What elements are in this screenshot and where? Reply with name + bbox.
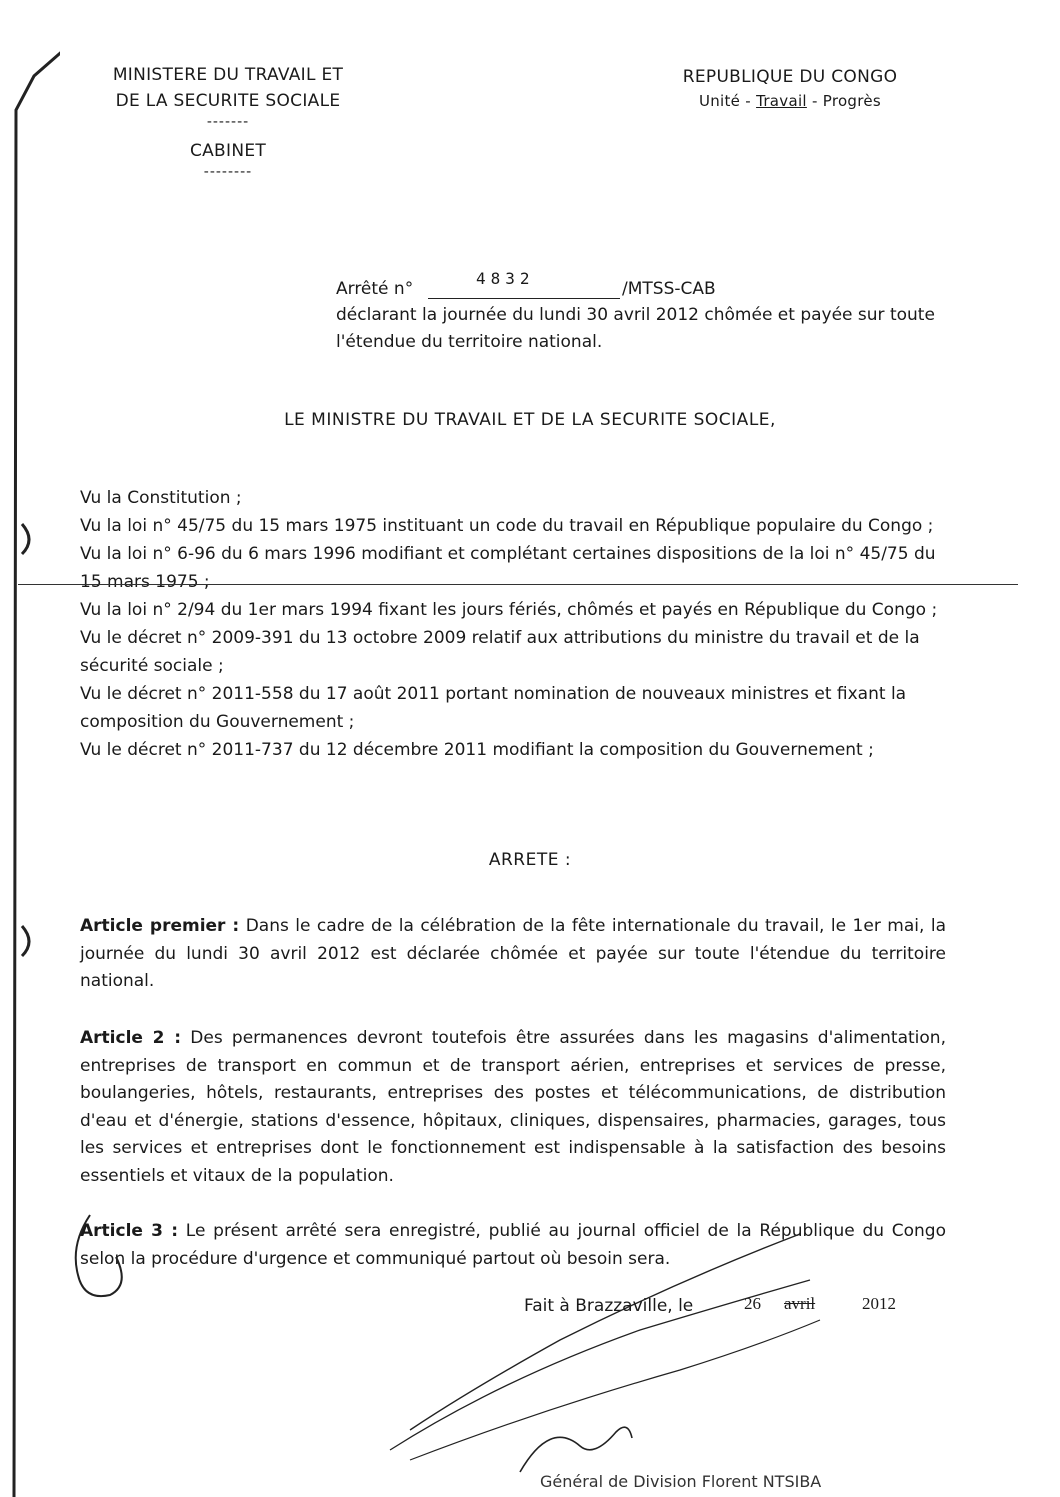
motto-part: Unité -	[698, 92, 757, 110]
visa-list	[80, 484, 946, 764]
arrete-number: 4832	[476, 269, 535, 288]
arrete-description: déclarant la journée du lundi 30 avril 2012 chômée et payée sur toute l'étendue du territoire national.	[336, 305, 935, 352]
visa-item: Vu la loi n° 6-96 du 6 mars 1996 modifiant et complétant certaines dispositions de la loi n° 45/75 du 15 mars 1975 ;	[80, 544, 936, 592]
cabinet-label: CABINET	[189, 141, 267, 161]
visa-item: Vu le décret n° 2011-558 du 17 août 2011 portant nomination de nouveaux ministres et fixant la composition du Gouvernement ;	[80, 684, 907, 732]
article-label: Article premier :	[80, 916, 240, 936]
signatory-name: Général de Division Florent NTSIBA	[540, 1472, 822, 1491]
article-label: Article 2 :	[80, 1028, 182, 1048]
arrete-suffix: /MTSS-CAB	[622, 279, 716, 299]
article-text: Des permanences devront toutefois être assurées dans les magasins d'alimentation, entreprises de transport en commun et de transport aérien, entreprises et services de presse, boulangeries, hôtels, restaurants, entreprises des postes et télécommunications, de distribution d'eau et d'énergie, stations d'essence, hôpitaux, cliniques, dispensaires, pharmacies, garages, tous les services et entreprises dont le fonctionnement est indispensable à la satisfaction des besoins essentiels et vitaux de la population.	[80, 1028, 946, 1186]
header-separator: --------	[203, 164, 253, 180]
article-text: Le présent arrêté sera enregistré, publié au journal officiel de la République du Congo selon la procédure d'urgence et communiqué partout où besoin sera.	[80, 1221, 946, 1269]
signing-place: Fait à Brazzaville, le	[524, 1296, 694, 1316]
scan-edge-line	[0, 0, 60, 1497]
motto-part: - Progrès	[806, 92, 882, 110]
article-label: Article 3 :	[80, 1221, 179, 1241]
country-header	[640, 64, 940, 112]
scan-hole-mark-bottom	[18, 920, 58, 960]
visa-item: Vu le décret n° 2011-737 du 12 décembre 2011 modifiant la composition du Gouvernement ;	[80, 740, 874, 760]
country-name: REPUBLIQUE DU CONGO	[682, 67, 898, 87]
article-2	[80, 1025, 946, 1190]
arrete-heading	[336, 268, 956, 356]
article-text: Dans le cadre de la célébration de la fête internationale du travail, le 1er mai, la journée du lundi 30 avril 2012 est déclarée chômée et payée sur toute l'étendue du territoire national.	[80, 916, 946, 991]
decision-heading: ARRETE :	[488, 850, 572, 870]
article-premier	[80, 913, 946, 996]
signing-month: avril	[784, 1294, 816, 1313]
visa-item: Vu la Constitution ;	[80, 488, 242, 508]
ministry-name-line2: DE LA SECURITE SOCIALE	[115, 91, 341, 111]
signing-day: 26	[744, 1294, 761, 1313]
motto-part: Travail	[756, 92, 807, 110]
arrete-number-line	[336, 268, 956, 298]
visa-item: Vu la loi n° 45/75 du 15 mars 1975 instituant un code du travail en République populaire du Congo ;	[80, 516, 934, 536]
article-3	[80, 1218, 946, 1273]
header-separator: -------	[206, 114, 250, 130]
ministry-header	[78, 62, 378, 180]
visa-item: Vu le décret n° 2009-391 du 13 octobre 2009 relatif aux attributions du ministre du travail et de la sécurité sociale ;	[80, 628, 920, 676]
strikethrough-line	[18, 584, 1018, 585]
ministry-name-line1: MINISTERE DU TRAVAIL ET	[112, 65, 344, 85]
national-motto	[640, 90, 940, 112]
minister-title: LE MINISTRE DU TRAVAIL ET DE LA SECURITE SOCIALE,	[284, 410, 776, 430]
scan-hole-mark-top	[18, 518, 58, 558]
arrete-label: Arrêté n°	[336, 279, 414, 299]
signing-place-date	[524, 1296, 944, 1316]
visa-item: Vu la loi n° 2/94 du 1er mars 1994 fixant les jours fériés, chômés et payés en République du Congo ;	[80, 600, 938, 620]
signing-year: 2012	[862, 1294, 896, 1313]
